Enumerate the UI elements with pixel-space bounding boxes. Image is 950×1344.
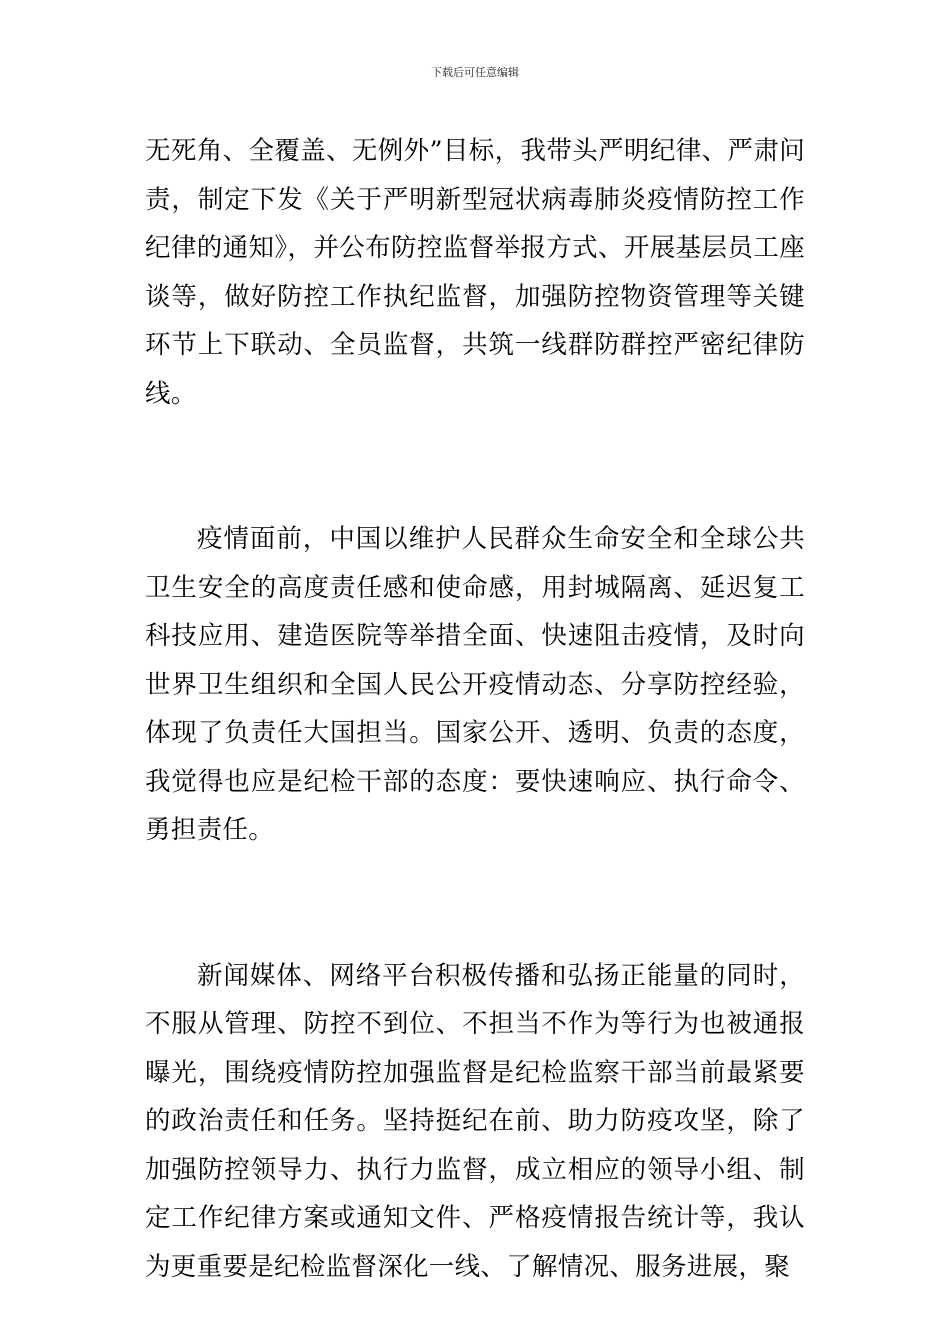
document-body [145,127,805,1291]
paragraph-1: 无死角、全覆盖、无例外”目标，我带头严明纪律、严肃问责，制定下发《关于严明新型冠状病毒肺炎疫情防控工作纪律的通知》，并公布防控监督举报方式、开展基层员工座谈等，做好防控工作执纪监督，加强防控物资管理等关键环节上下联动、全员监督，共筑一线群防群控严密纪律防线。 [145,136,805,409]
paragraph-2: 疫情面前，中国以维护人民群众生命安全和全球公共卫生安全的高度责任感和使命感，用封城隔离、延迟复工科技应用、建造医院等举措全面、快速阻击疫情，及时向世界卫生组织和全国人民公开疫情动态、分享防控经验，体现了负责任大国担当。国家公开、透明、负责的态度，我觉得也应是纪检干部的态度：要快速响应、执行命令、勇担责任。 [145,524,805,845]
page-header: 下载后可任意编辑 [431,66,519,79]
paragraph-3: 新闻媒体、网络平台积极传播和弘扬正能量的同时，不服从管理、防控不到位、不担当不作为等行为也被通报曝光，围绕疫情防控加强监督是纪检监察干部当前最紧要的政治责任和任务。坚持挺纪在前、助力防疫攻坚，除了加强防控领导力、执行力监督，成立相应的领导小组、制定工作纪律方案或通知文件、严格疫情报告统计等，我认为更重要是纪检监督深化一线、了解情况、服务进展，聚 [145,960,805,1282]
